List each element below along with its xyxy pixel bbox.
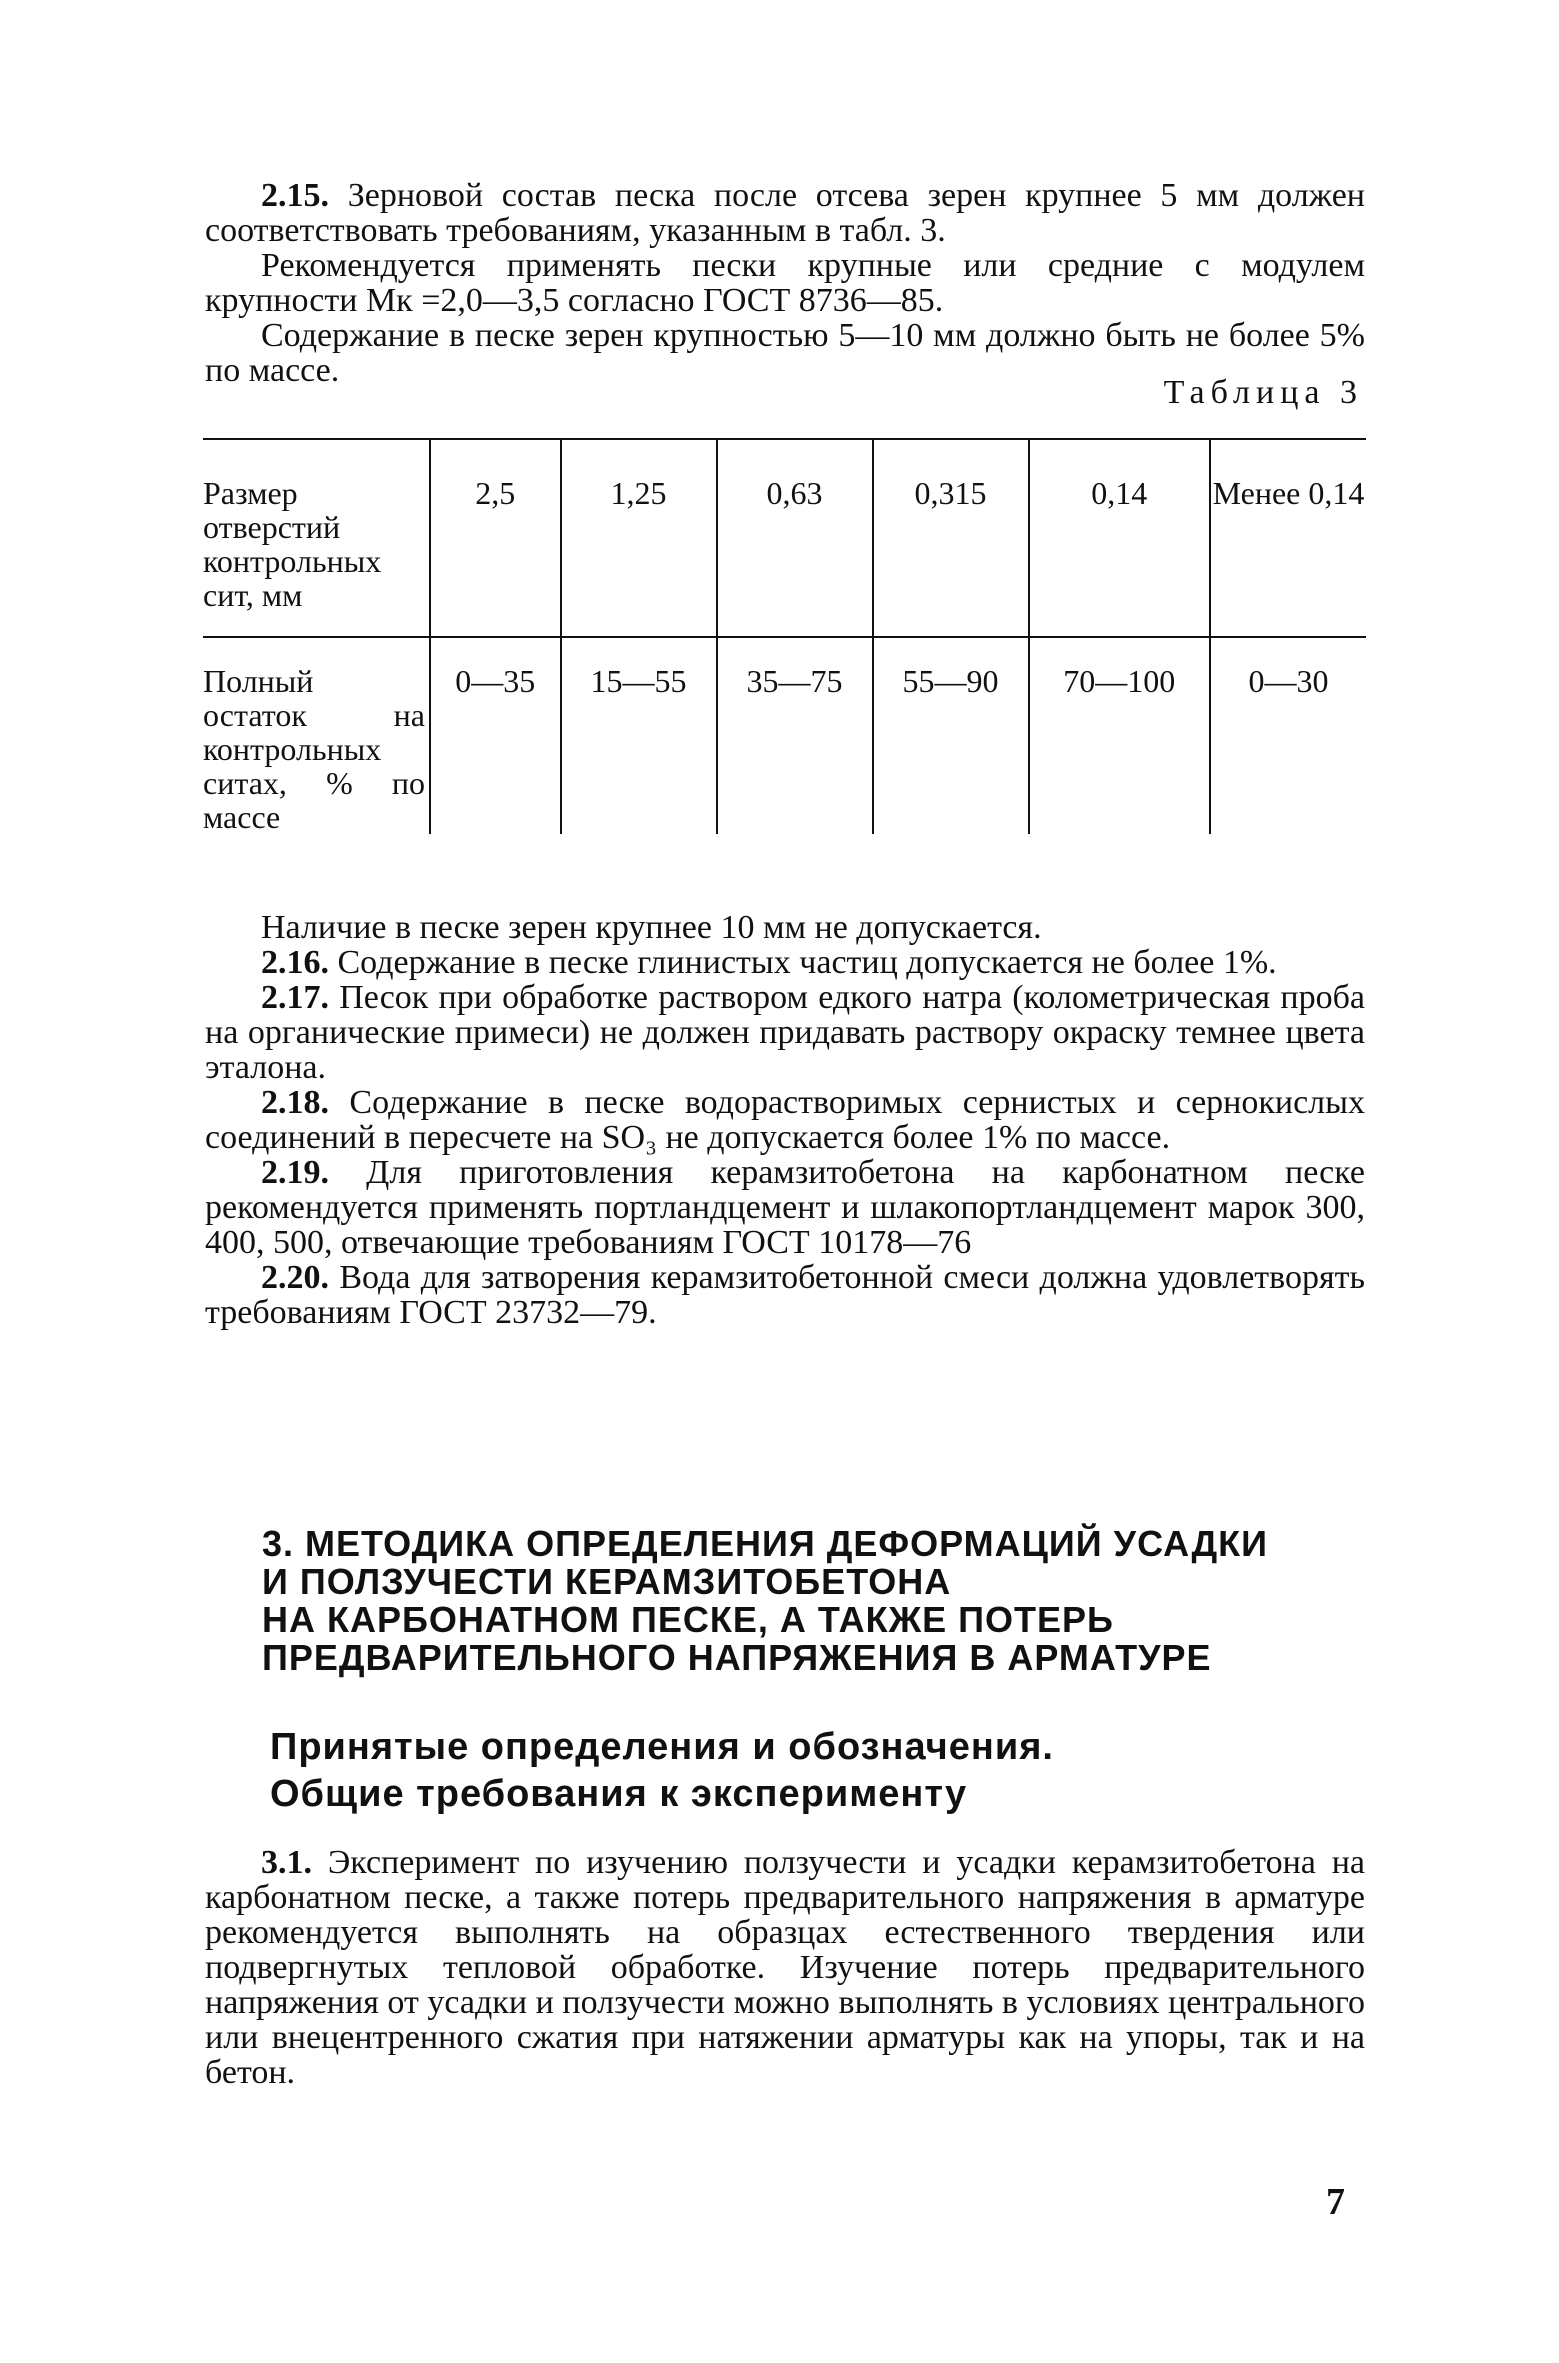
table-cell: 0—30: [1210, 664, 1366, 834]
table-cell: 2,5: [430, 439, 561, 637]
item-number: 2.16.: [261, 944, 329, 981]
item-number: 2.19.: [261, 1154, 329, 1191]
table-3: [203, 438, 1366, 834]
paragraph-text: Зерновой состав песка после отсева зерен крупнее 5 мм должен соответствовать требованиям, указанным в табл. 3.: [205, 177, 1365, 249]
table-cell: 0,315: [873, 439, 1029, 637]
paragraph-2-19: [205, 1155, 1365, 1260]
section-3-heading: [262, 1525, 1302, 1677]
heading-line: 3. МЕТОДИКА ОПРЕДЕЛЕНИЯ ДЕФОРМАЦИЙ УСАДКИ: [262, 1523, 1269, 1564]
table-cell: 0,14: [1029, 439, 1210, 637]
item-number: 2.20.: [261, 1259, 329, 1296]
paragraph-3-1: [205, 1845, 1365, 2090]
table-row-label: Размер отверстий контрольных сит, мм: [203, 439, 430, 637]
table-row-label: Полный остаток на контрольных ситах, % по массе: [203, 663, 425, 835]
subheading-line: Общие требования к эксперименту: [270, 1773, 968, 1815]
item-number: 2.17.: [261, 979, 329, 1016]
paragraph-sand-modulus: Рекомендуется применять пески крупные или средние с модулем крупности Мк =2,0—3,5 согласно ГОСТ 8736—85.: [205, 247, 1365, 319]
paragraph-text: Содержание в песке глинистых частиц допускается не более 1%.: [329, 944, 1277, 981]
paragraph-2-16: [205, 945, 1365, 980]
subheading-line: Принятые определения и обозначения.: [270, 1726, 1054, 1768]
paragraph-text: Вода для затворения керамзитобетонной смеси должна удовлетворять требованиям ГОСТ 23732—79.: [205, 1259, 1365, 1331]
table-cell: 1,25: [561, 439, 717, 637]
subheading: [270, 1724, 1270, 1818]
paragraph-2-15: [205, 178, 1365, 248]
paragraph-text: Для приготовления керамзитобетона на карбонатном песке рекомендуется применять портландцемент и шлакопортландцемент марок 300, 400, 500, отвечающие требованиям ГОСТ 10178—76: [205, 1154, 1365, 1261]
paragraph-grain-content: Содержание в песке зерен крупностью 5—10 мм должно быть не более 5% по массе.: [205, 317, 1365, 389]
heading-line: ПРЕДВАРИТЕЛЬНОГО НАПРЯЖЕНИЯ В АРМАТУРЕ: [262, 1637, 1212, 1678]
heading-line: И ПОЛЗУЧЕСТИ КЕРАМЗИТОБЕТОНА: [262, 1561, 952, 1602]
table-cell: 70—100: [1029, 664, 1210, 834]
section-3-1: [205, 1845, 1365, 2090]
paragraph-2-18: [205, 1085, 1365, 1155]
section-2-15: [205, 178, 1365, 388]
table-cell: 0—35: [430, 664, 561, 834]
table-cell: 55—90: [873, 664, 1029, 834]
item-number: 2.15.: [261, 177, 329, 214]
heading-line: НА КАРБОНАТНОМ ПЕСКЕ, А ТАКЖЕ ПОТЕРЬ: [262, 1599, 1114, 1640]
table-spacer-row: [203, 637, 1366, 664]
item-number: 3.1.: [261, 1844, 312, 1881]
section-2-16-2-20: [205, 910, 1365, 1330]
paragraph-text: Эксперимент по изучению ползучести и усадки керамзитобетона на карбонатном песке, а также потерь предварительного напряжения в арматуре рекомендуется выполнять на образцах естественного твердения или подвергнутых тепловой обработке. Изучение потерь предварительного напряжения от усадки и ползучести можно выполнять в условиях центрального или внецентренного сжатия при натяжении арматуры как на упоры, так и на бетон.: [205, 1844, 1365, 2091]
table-cell: 15—55: [561, 664, 717, 834]
table-row: [203, 439, 1366, 637]
paragraph-text: Песок при обработке раствором едкого натра (колометрическая проба на органические примеси) не должен придавать раствору окраску темнее цвета эталона.: [205, 979, 1365, 1086]
item-number: 2.18.: [261, 1084, 329, 1121]
page-number: 7: [1326, 2181, 1345, 2223]
paragraph-2-20: [205, 1260, 1365, 1330]
table-row: [203, 664, 1366, 834]
table-cell: Менее 0,14: [1210, 439, 1366, 637]
table-cell: 35—75: [717, 664, 873, 834]
paragraph-after-table: Наличие в песке зерен крупнее 10 мм не допускается.: [261, 909, 1042, 946]
table-caption: Таблица 3: [1163, 374, 1363, 411]
paragraph-text: Содержание в песке водорастворимых сернистых и сернокислых соединений в пересчете на SO₃ не допускается более 1% по массе.: [205, 1084, 1365, 1156]
paragraph-2-17: [205, 980, 1365, 1085]
table-cell: 0,63: [717, 439, 873, 637]
